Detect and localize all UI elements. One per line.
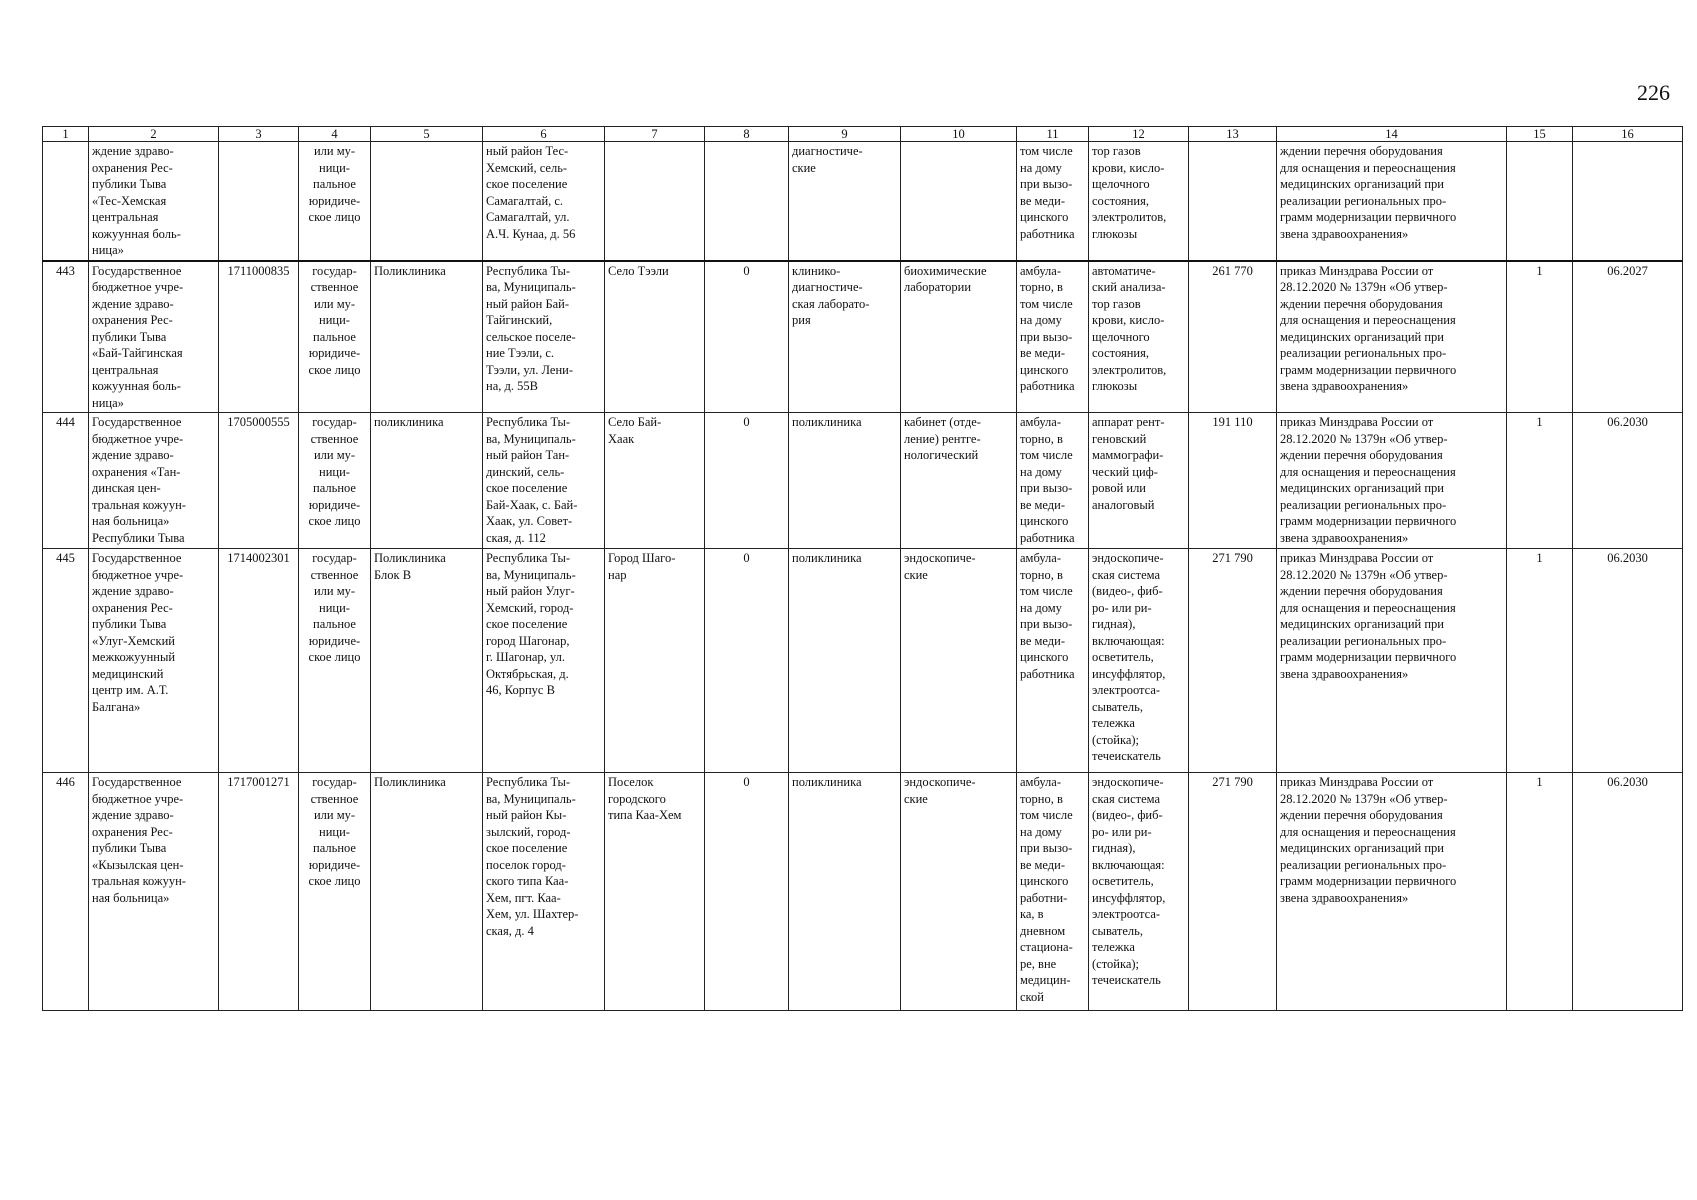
cell-unit-type: диагностиче- ские — [789, 142, 901, 261]
column-header-4: 4 — [299, 127, 371, 142]
cell-address: ный район Тес- Хемский, сель- ское поселение Самагалтай, с. Самагалтай, ул. А.Ч. Кунаа, д. 56 — [483, 142, 605, 261]
cell-inn: 1714002301 — [219, 549, 299, 773]
cell-care-conditions: амбула- торно, в том числе на дому при вызо- ве меди- цинского работни- ка, в дневном стациона- ре, вне медицин- ской — [1017, 773, 1089, 1011]
cell-address: Республика Ты- ва, Муниципаль- ный район Тан- динский, сель- ское поселение Бай-Хаак, с. Бай- Хаак, ул. Совет- ская, д. 112 — [483, 413, 605, 549]
cell-number: 443 — [43, 261, 89, 413]
column-header-8: 8 — [705, 127, 789, 142]
cell-code: 191 110 — [1189, 413, 1277, 549]
column-header-16: 16 — [1573, 127, 1683, 142]
cell-quantity: 1 — [1507, 413, 1573, 549]
cell-zero: 0 — [705, 773, 789, 1011]
cell-equipment: аппарат рент- геновский маммографи- ческий циф- ровой или аналоговый — [1089, 413, 1189, 549]
cell-subdivision: Поликлиника Блок В — [371, 549, 483, 773]
cell-locality: Город Шаго- нар — [605, 549, 705, 773]
cell-subdivision — [371, 142, 483, 261]
cell-number: 444 — [43, 413, 89, 549]
cell-date: 06.2030 — [1573, 773, 1683, 1011]
column-header-15: 15 — [1507, 127, 1573, 142]
cell-locality: Село Бай- Хаак — [605, 413, 705, 549]
cell-regulation: приказ Минздрава России от 28.12.2020 № 1379н «Об утвер- ждении перечня оборудования для оснащения и переоснащения медицинских организаций при реализации региональных про- грамм модернизации первичного звена здравоохранения» — [1277, 549, 1507, 773]
cell-care-conditions: том числе на дому при вызо- ве меди- цинского работника — [1017, 142, 1089, 261]
cell-unit-type: поликлиника — [789, 773, 901, 1011]
column-header-11: 11 — [1017, 127, 1089, 142]
cell-number — [43, 142, 89, 261]
cell-code: 271 790 — [1189, 773, 1277, 1011]
cell-date: 06.2027 — [1573, 261, 1683, 413]
cell-number: 446 — [43, 773, 89, 1011]
page-number: 226 — [1637, 80, 1670, 105]
cell-subdivision: поликлиника — [371, 413, 483, 549]
column-header-3: 3 — [219, 127, 299, 142]
cell-ownership: или му- ници- пальное юридиче- ское лицо — [299, 142, 371, 261]
cell-code — [1189, 142, 1277, 261]
cell-care-conditions: амбула- торно, в том числе на дому при вызо- ве меди- цинского работника — [1017, 549, 1089, 773]
cell-address: Республика Ты- ва, Муниципаль- ный район Бай- Тайгинский, сельское поселе- ние Тээли, с. Тээли, ул. Лени- на, д. 55В — [483, 261, 605, 413]
cell-department — [901, 142, 1017, 261]
cell-locality: Село Тээли — [605, 261, 705, 413]
cell-regulation: приказ Минздрава России от 28.12.2020 № 1379н «Об утвер- ждении перечня оборудования для оснащения и переоснащения медицинских организаций при реализации региональных про- грамм модернизации первичного звена здравоохранения» — [1277, 773, 1507, 1011]
cell-quantity — [1507, 142, 1573, 261]
column-header-1: 1 — [43, 127, 89, 142]
column-header-6: 6 — [483, 127, 605, 142]
cell-number: 445 — [43, 549, 89, 773]
cell-ownership: государ- ственное или му- ници- пальное юридиче- ское лицо — [299, 773, 371, 1011]
table-row-445 — [43, 549, 1683, 773]
cell-code: 261 770 — [1189, 261, 1277, 413]
cell-organization: Государственное бюджетное учре- ждение здраво- охранения Рес- публики Тыва «Кызылская цен- тральная кожуун- ная больница» — [89, 773, 219, 1011]
column-header-12: 12 — [1089, 127, 1189, 142]
cell-zero: 0 — [705, 413, 789, 549]
cell-unit-type: поликлиника — [789, 549, 901, 773]
cell-inn: 1705000555 — [219, 413, 299, 549]
cell-code: 271 790 — [1189, 549, 1277, 773]
equipment-table — [42, 126, 1683, 1011]
table-row-continuation — [43, 142, 1683, 261]
column-header-9: 9 — [789, 127, 901, 142]
cell-quantity: 1 — [1507, 549, 1573, 773]
column-header-13: 13 — [1189, 127, 1277, 142]
cell-unit-type: клинико- диагностиче- ская лаборато- рия — [789, 261, 901, 413]
cell-inn — [219, 142, 299, 261]
column-header-5: 5 — [371, 127, 483, 142]
cell-equipment: автоматиче- ский анализа- тор газов крови, кисло- щелочного состояния, электролитов, глюкозы — [1089, 261, 1189, 413]
cell-date — [1573, 142, 1683, 261]
cell-inn: 1711000835 — [219, 261, 299, 413]
cell-department: биохимические лаборатории — [901, 261, 1017, 413]
cell-unit-type: поликлиника — [789, 413, 901, 549]
cell-subdivision: Поликлиника — [371, 773, 483, 1011]
cell-address: Республика Ты- ва, Муниципаль- ный район Кы- зылский, город- ское поселение поселок город- ского типа Каа- Хем, пгт. Каа- Хем, ул. Шахтер- ская, д. 4 — [483, 773, 605, 1011]
cell-date: 06.2030 — [1573, 549, 1683, 773]
cell-care-conditions: амбула- торно, в том числе на дому при вызо- ве меди- цинского работника — [1017, 413, 1089, 549]
table-row-446 — [43, 773, 1683, 1011]
cell-equipment: эндоскопиче- ская система (видео-, фиб- ро- или ри- гидная), включающая: осветитель, инсуффлятор, электроотса- сыватель, тележка (стойка); течеискатель — [1089, 773, 1189, 1011]
cell-department: эндоскопиче- ские — [901, 549, 1017, 773]
cell-organization: Государственное бюджетное учре- ждение здраво- охранения Рес- публики Тыва «Улуг-Хемский межкожуунный медицинский центр им. А.Т. Балгана» — [89, 549, 219, 773]
cell-locality — [605, 142, 705, 261]
cell-ownership: государ- ственное или му- ници- пальное юридиче- ское лицо — [299, 413, 371, 549]
cell-regulation: приказ Минздрава России от 28.12.2020 № 1379н «Об утвер- ждении перечня оборудования для оснащения и переоснащения медицинских организаций при реализации региональных про- грамм модернизации первичного звена здравоохранения» — [1277, 413, 1507, 549]
cell-zero: 0 — [705, 261, 789, 413]
cell-address: Республика Ты- ва, Муниципаль- ный район Улуг- Хемский, город- ское поселение город Шагонар, г. Шагонар, ул. Октябрьская, д. 46, Корпус В — [483, 549, 605, 773]
table-row-444 — [43, 413, 1683, 549]
cell-date: 06.2030 — [1573, 413, 1683, 549]
cell-ownership: государ- ственное или му- ници- пальное юридиче- ское лицо — [299, 261, 371, 413]
column-header-14: 14 — [1277, 127, 1507, 142]
cell-zero — [705, 142, 789, 261]
cell-quantity: 1 — [1507, 261, 1573, 413]
cell-ownership: государ- ственное или му- ници- пальное юридиче- ское лицо — [299, 549, 371, 773]
cell-zero: 0 — [705, 549, 789, 773]
column-header-7: 7 — [605, 127, 705, 142]
cell-care-conditions: амбула- торно, в том числе на дому при вызо- ве меди- цинского работника — [1017, 261, 1089, 413]
cell-regulation: приказ Минздрава России от 28.12.2020 № 1379н «Об утвер- ждении перечня оборудования для оснащения и переоснащения медицинских организаций при реализации региональных про- грамм модернизации первичного звена здравоохранения» — [1277, 261, 1507, 413]
cell-locality: Поселок городского типа Каа-Хем — [605, 773, 705, 1011]
column-header-10: 10 — [901, 127, 1017, 142]
cell-subdivision: Поликлиника — [371, 261, 483, 413]
cell-equipment: тор газов крови, кисло- щелочного состояния, электролитов, глюкозы — [1089, 142, 1189, 261]
cell-regulation: ждении перечня оборудования для оснащения и переоснащения медицинских организаций при реализации региональных про- грамм модернизации первичного звена здравоохранения» — [1277, 142, 1507, 261]
cell-department: кабинет (отде- ление) рентге- нологический — [901, 413, 1017, 549]
cell-inn: 1717001271 — [219, 773, 299, 1011]
cell-equipment: эндоскопиче- ская система (видео-, фиб- ро- или ри- гидная), включающая: осветитель, инсуффлятор, электроотса- сыватель, тележка (стойка); течеискатель — [1089, 549, 1189, 773]
column-number-row — [43, 127, 1683, 142]
cell-department: эндоскопиче- ские — [901, 773, 1017, 1011]
column-header-2: 2 — [89, 127, 219, 142]
cell-organization: ждение здраво- охранения Рес- публики Тыва «Тес-Хемская центральная кожуунная боль- ница» — [89, 142, 219, 261]
cell-quantity: 1 — [1507, 773, 1573, 1011]
cell-organization: Государственное бюджетное учре- ждение здраво- охранения «Тан- динская цен- тральная кожуун- ная больница» Республики Тыва — [89, 413, 219, 549]
cell-organization: Государственное бюджетное учре- ждение здраво- охранения Рес- публики Тыва «Бай-Тайгинская центральная кожуунная боль- ница» — [89, 261, 219, 413]
table-row-443 — [43, 261, 1683, 413]
